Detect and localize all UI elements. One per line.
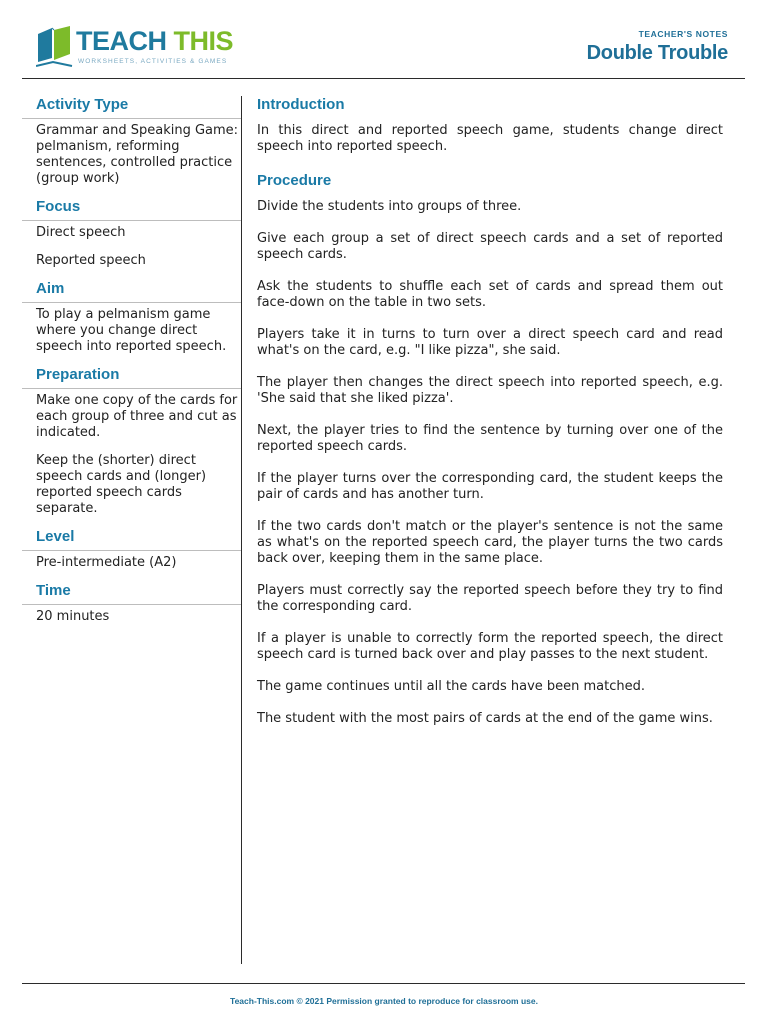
procedure-step: Players must correctly say the reported speech before they try to find the corresponding card. — [257, 583, 723, 614]
introduction-heading: Introduction — [257, 96, 345, 113]
introduction-body — [257, 123, 723, 155]
procedure-step: Ask the students to shuffle each set of cards and spread them out face-down on the table in two sets. — [257, 279, 723, 310]
focus-section — [22, 197, 242, 269]
procedure-step: Next, the player tries to find the sentence by turning over one of the reported speech cards. — [257, 423, 723, 454]
time-text: 20 minutes — [36, 609, 110, 624]
activity-type-heading: Activity Type — [22, 95, 242, 119]
procedure-step: The student with the most pairs of cards at the end of the game wins. — [257, 711, 713, 726]
procedure-step: If the player turns over the corresponding card, the student keeps the pair of cards and has another turn. — [257, 471, 723, 502]
aim-text: To play a pelmanism game where you change direct speech into reported speech. — [36, 307, 227, 354]
logo-tagline: WORKSHEETS, ACTIVITIES & GAMES — [78, 58, 228, 65]
procedure-step: If a player is unable to correctly form the reported speech, the direct speech card is turned back over and play passes to the next student. — [257, 631, 723, 662]
focus-item: Direct speech — [36, 225, 126, 240]
sidebar — [22, 95, 242, 635]
preparation-section — [22, 365, 242, 517]
activity-type-text: Grammar and Speaking Game: pelmanism, reforming sentences, controlled practice (group work) — [36, 123, 239, 186]
teach-this-logo — [36, 24, 236, 70]
aim-heading: Aim — [22, 279, 242, 303]
level-body — [22, 551, 242, 571]
focus-heading: Focus — [22, 197, 242, 221]
logo-teach: TEACH — [76, 26, 167, 56]
logo-wordmark — [76, 26, 233, 56]
column-divider — [241, 96, 242, 964]
preparation-body — [22, 389, 242, 517]
procedure-step: Players take it in turns to turn over a direct speech card and read what's on the card, e.g. "I like pizza", she said. — [257, 327, 723, 358]
preparation-item: Keep the (shorter) direct speech cards and (longer) reported speech cards separate. — [36, 453, 207, 516]
level-heading: Level — [22, 527, 242, 551]
time-section — [22, 581, 242, 625]
procedure-step: The game continues until all the cards have been matched. — [257, 679, 646, 694]
page-title: Double Trouble — [586, 42, 728, 64]
procedure-step: Give each group a set of direct speech cards and a set of reported speech cards. — [257, 231, 723, 262]
procedure-heading: Procedure — [257, 172, 332, 189]
focus-item: Reported speech — [36, 253, 146, 268]
aim-body — [22, 303, 242, 355]
book-logo-icon — [36, 24, 74, 68]
header-divider — [22, 78, 745, 79]
footer-copyright: Teach-This.com © 2021 Permission granted to reproduce for classroom use. — [230, 996, 538, 1006]
preparation-item: Make one copy of the cards for each group of three and cut as indicated. — [36, 393, 238, 440]
teachers-notes-label: TEACHER'S NOTES — [638, 29, 728, 39]
preparation-heading: Preparation — [22, 365, 242, 389]
procedure-step: Divide the students into groups of three. — [257, 199, 522, 214]
footer-divider — [22, 983, 745, 984]
level-text: Pre-intermediate (A2) — [36, 555, 177, 570]
procedure-body — [257, 199, 723, 727]
procedure-step: If the two cards don't match or the player's sentence is not the same as what's on the reported speech card, the player turns the two cards back over, keeping them in the same place. — [257, 519, 723, 566]
logo-this: THIS — [173, 26, 234, 56]
level-section — [22, 527, 242, 571]
main-content — [257, 95, 723, 743]
aim-section — [22, 279, 242, 355]
introduction-text: In this direct and reported speech game, students change direct speech into reported speech. — [257, 123, 723, 154]
time-body — [22, 605, 242, 625]
focus-body — [22, 221, 242, 269]
procedure-step: The player then changes the direct speech into reported speech, e.g. 'She said that she liked pizza'. — [257, 375, 723, 406]
activity-type-body — [22, 119, 242, 187]
time-heading: Time — [22, 581, 242, 605]
activity-type-section — [22, 95, 242, 187]
